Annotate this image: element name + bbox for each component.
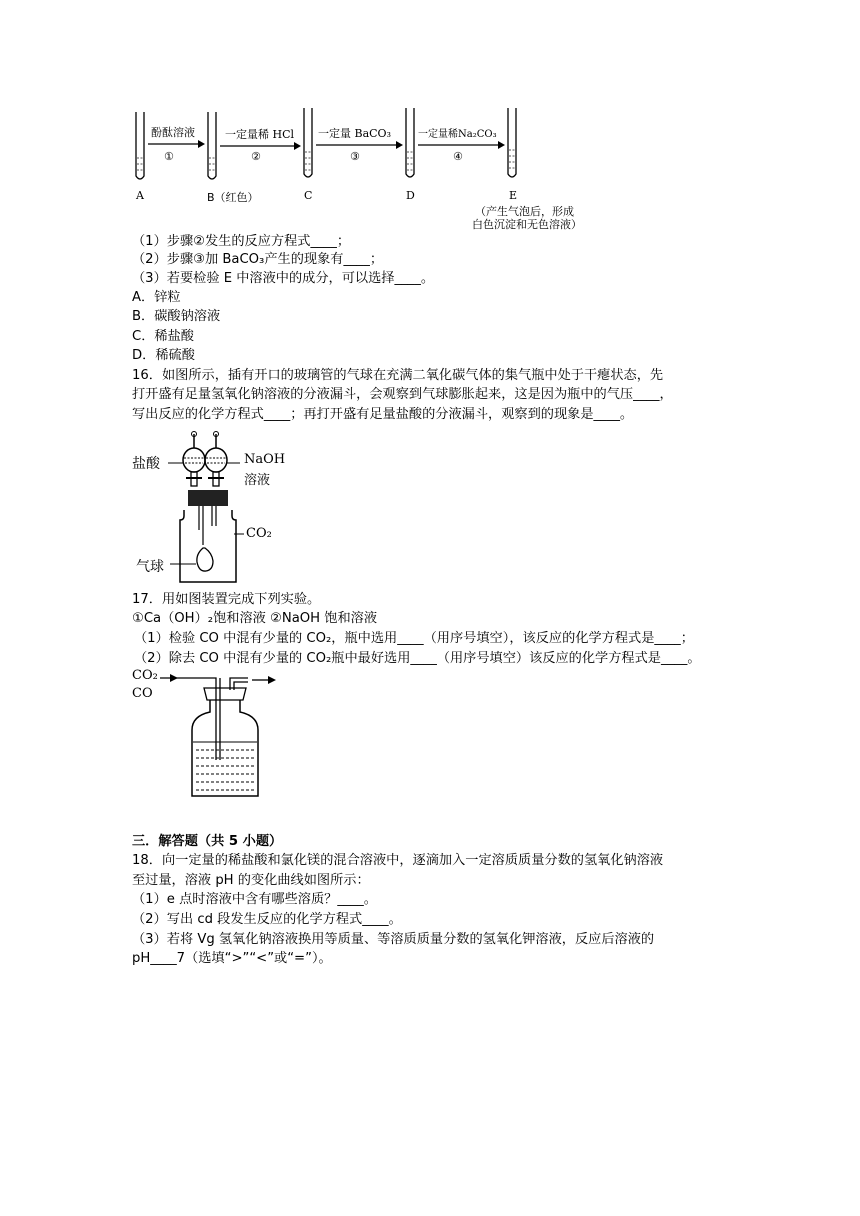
- q17-reagents: ①Ca（OH）₂饱和溶液 ②NaOH 饱和溶液: [132, 611, 378, 626]
- q18-part1: （1）e 点时溶液中含有哪些溶质？____。: [132, 892, 377, 907]
- q18-part3: （3）若将 Vg 氢氧化钠溶液换用等质量、等溶质质量分数的氢氧化钾溶液，反应后溶液的: [132, 932, 655, 947]
- q16-line3: 写出反应的化学方程式____；再打开盛有足量盐酸的分液漏斗，观察到的现象是____。: [132, 407, 634, 422]
- tube-d-label: D: [406, 189, 415, 202]
- q18-part2: （2）写出 cd 段发生反应的化学方程式____。: [132, 912, 402, 927]
- inlet-co-label: CO: [132, 686, 153, 701]
- naoh-label: NaOH: [244, 452, 286, 467]
- step1-number: ①: [164, 150, 174, 163]
- q16-line1: 16．如图所示，插有开口的玻璃管的气球在充满二氧化碳气体的集气瓶中处于干瘪状态，先: [132, 368, 664, 383]
- q15-option-a: A．锌粒: [132, 290, 181, 305]
- q18-line1: 18．向一定量的稀盐酸和氯化镁的混合溶液中，逐滴加入一定溶质质量分数的氢氧化钠溶液: [132, 853, 664, 868]
- tube-e-label: E: [509, 189, 518, 202]
- balloon-label: 气球: [136, 559, 164, 575]
- step4-number: ④: [453, 150, 463, 163]
- q15-option-d: D．稀硫酸: [132, 348, 195, 363]
- q16-line2: 打开盛有足量氢氧化钠溶液的分液漏斗，会观察到气球膨胀起来，这是因为瓶中的气压____，: [132, 387, 673, 402]
- naoh-solution-label: 溶液: [244, 473, 271, 488]
- step1-reagent-label: 酚酞溶液: [151, 126, 195, 139]
- step4-reagent-label: 一定量稀Na₂CO₃: [418, 129, 497, 140]
- q15-part1: （1）步骤②发生的反应方程式____；: [132, 234, 351, 249]
- inlet-co2-label: CO₂: [132, 668, 158, 683]
- tube-a-label: A: [136, 189, 144, 202]
- step2-reagent-label: 一定量稀 HCl: [225, 128, 295, 141]
- q18-line2: 至过量，溶液 pH 的变化曲线如图所示：: [132, 873, 370, 888]
- tube-e-note-line1: （产生气泡后，形成: [475, 205, 574, 218]
- q18-part3-cont: pH____7（选填“>”“<”或“=”）。: [132, 951, 332, 966]
- step3-reagent-label: 一定量 BaCO₃: [318, 127, 391, 140]
- q15-part3: （3）若要检验 E 中溶液中的成分，可以选择____。: [132, 271, 435, 286]
- q17-part2: （2）除去 CO 中混有少量的 CO₂瓶中最好选用____（用序号填空）该反应的化学方程式是____。: [134, 651, 701, 666]
- step3-number: ③: [350, 150, 360, 163]
- q15-part2: （2）步骤③加 BaCO₃产生的现象有____；: [132, 252, 384, 267]
- tube-b-label: B（红色）: [207, 191, 259, 204]
- q15-option-b: B．碳酸钠溶液: [132, 309, 221, 324]
- q17-part1: （1）检验 CO 中混有少量的 CO₂，瓶中选用____（用序号填空），该反应的化学方程式是____；: [134, 631, 694, 646]
- tube-e-note-line2: 白色沉淀和无色溶液）: [472, 218, 582, 231]
- section-3-title: 三．解答题（共 5 小题）: [132, 834, 283, 849]
- hcl-label: 盐酸: [132, 456, 160, 472]
- q17-line1: 17．用如图装置完成下列实验。: [132, 592, 321, 607]
- step2-number: ②: [251, 150, 261, 163]
- co2-bottle-label: CO₂: [246, 526, 272, 541]
- tube-c-label: C: [304, 189, 313, 202]
- q15-option-c: C．稀盐酸: [132, 329, 194, 344]
